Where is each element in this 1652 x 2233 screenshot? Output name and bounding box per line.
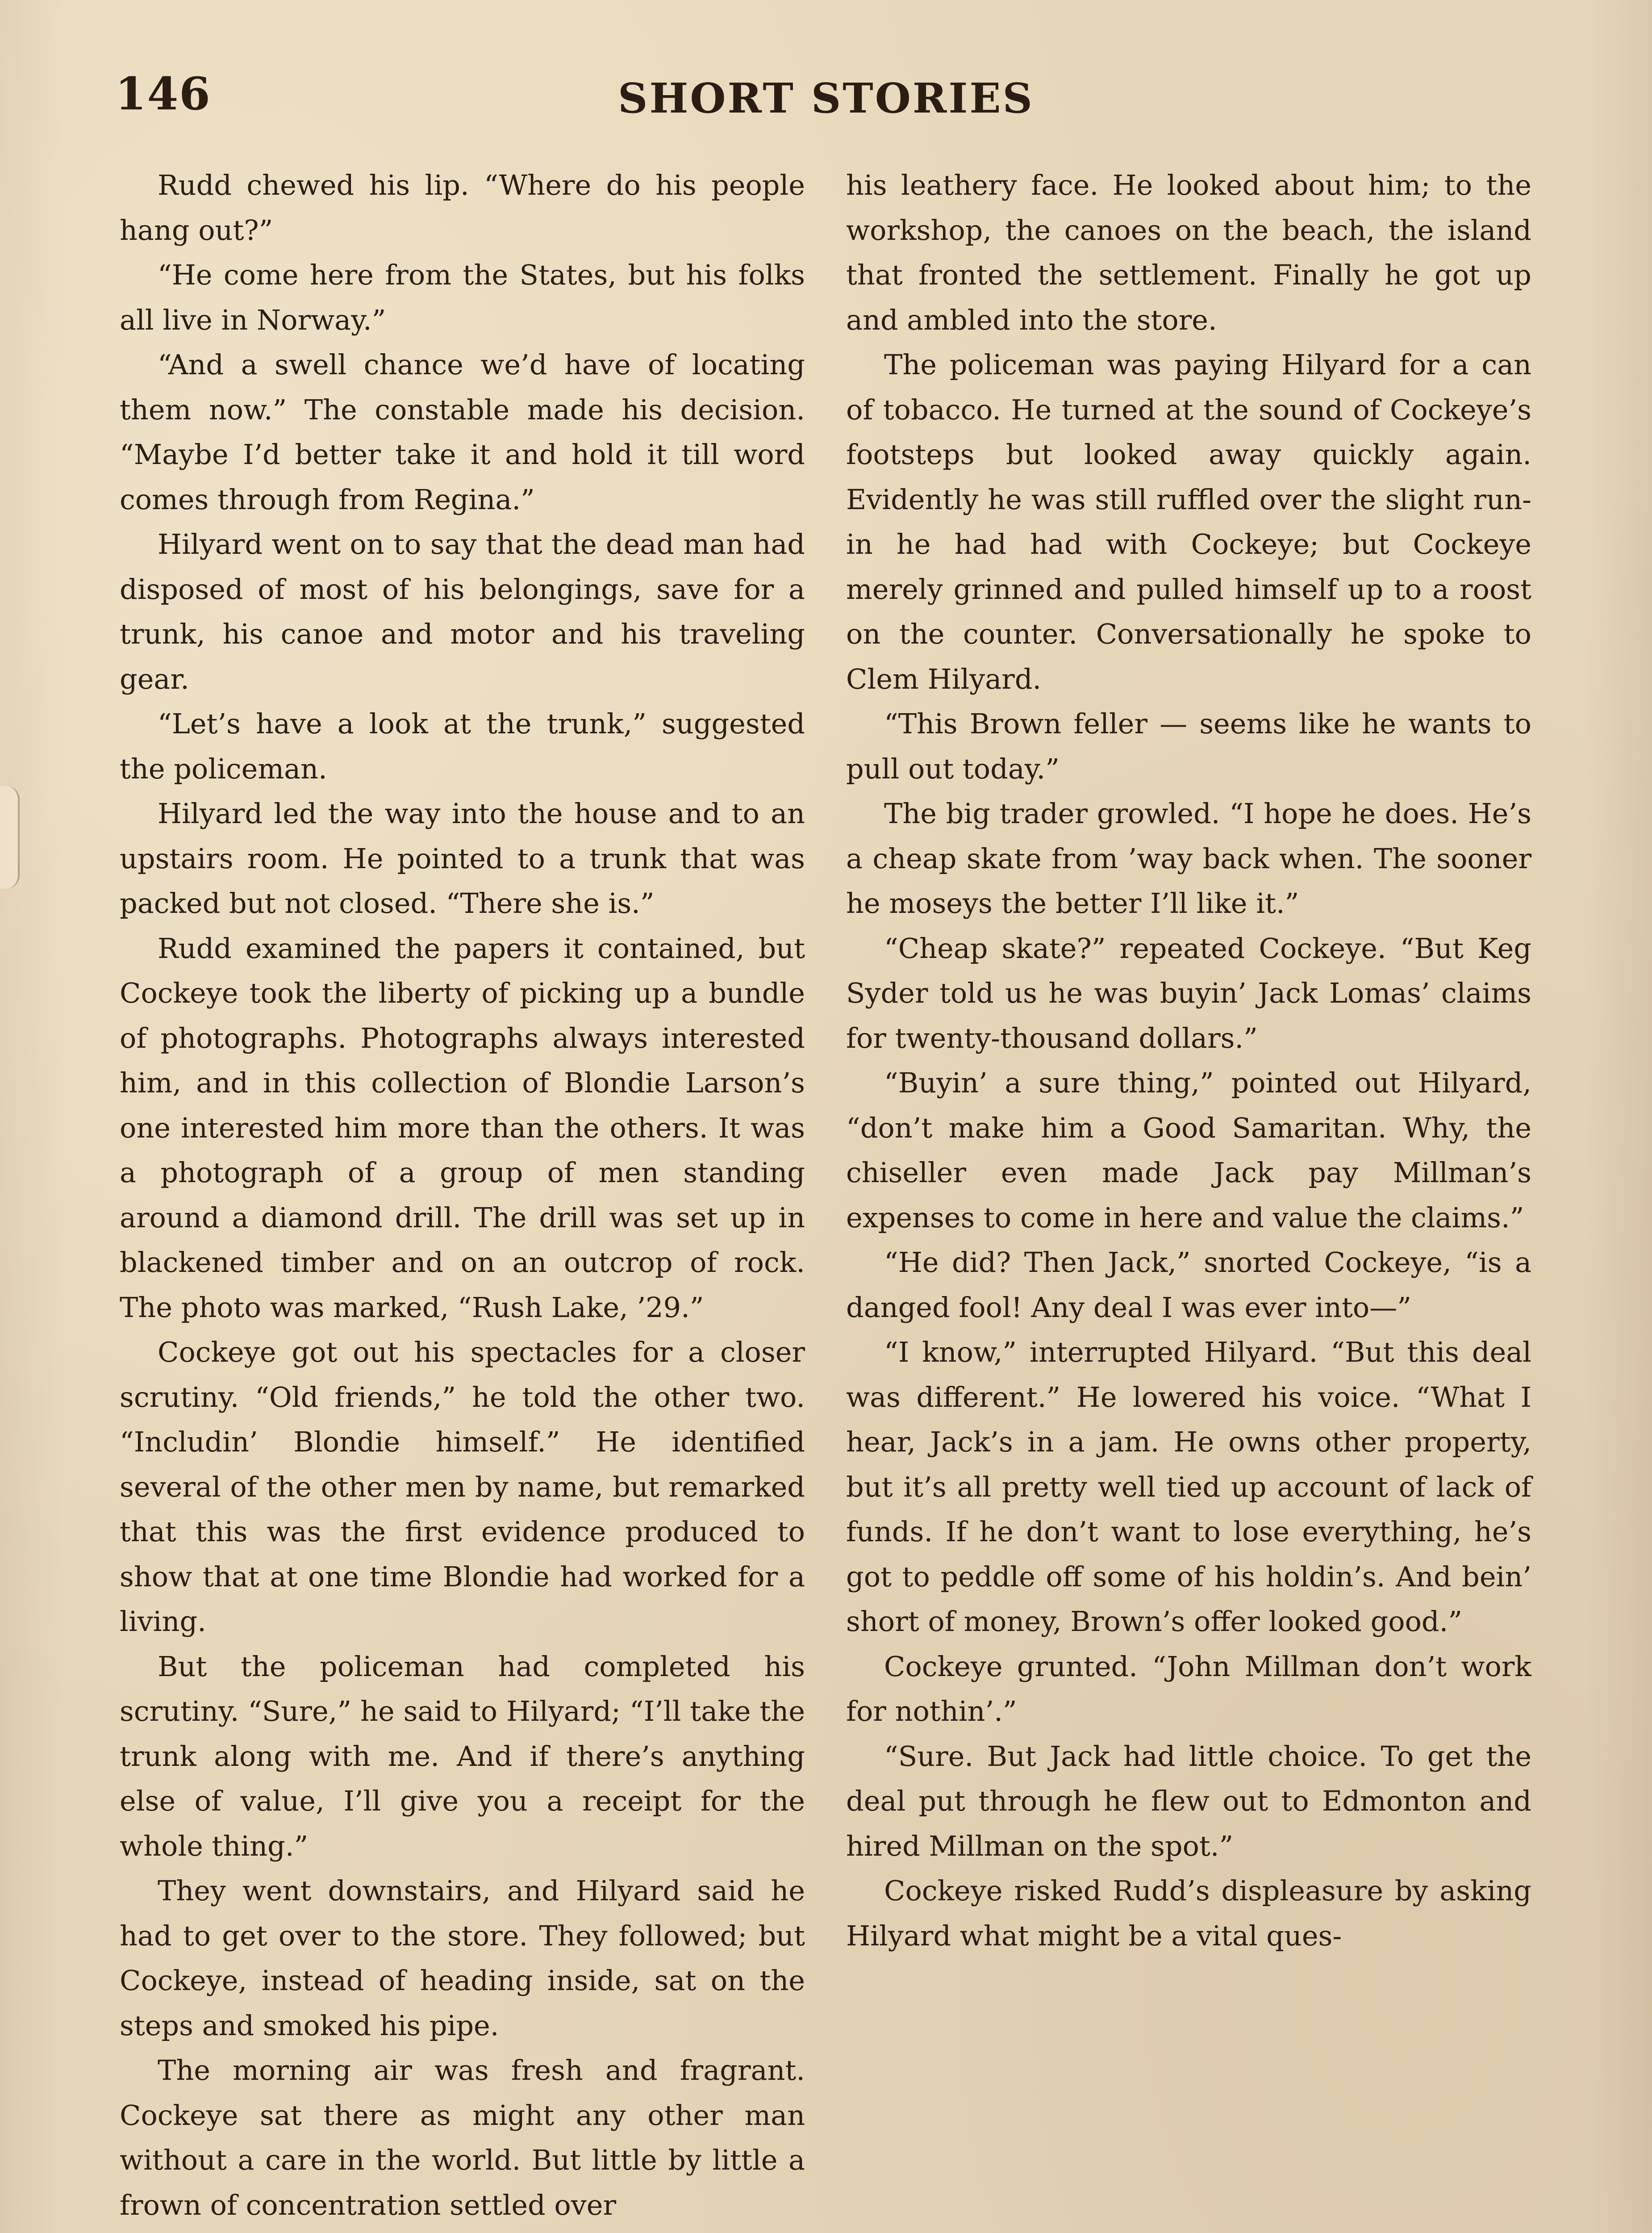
paragraph: Rudd chewed his lip. “Where do his people hang out?”: [120, 169, 805, 247]
page-edge-tear: [0, 786, 20, 889]
paragraph: “Cheap skate?” repeated Cockeye. “But Keg Syder told us he was buyin’ Jack Lomas’ claims for twenty-thousand dollars.”: [846, 932, 1531, 1054]
paragraph: Cockeye risked Rudd’s displeasure by asking Hilyard what might be a vital ques-: [846, 1874, 1531, 1952]
paragraph: They went downstairs, and Hilyard said he had to get over to the store. They followed; but Cockeye, instead of heading inside, sat on the steps and smoked his pipe.: [120, 1874, 805, 2042]
paragraph: Cockeye got out his spectacles for a closer scrutiny. “Old friends,” he told the other two. “Includin’ Blondie himself.” He identified several of the other men by name, but remarked that this was the first evidence produced to show that at one time Blondie had worked for a living.: [120, 1336, 805, 1638]
paragraph: The big trader growled. “I hope he does. He’s a cheap skate from ’way back when. The sooner he moseys the better I’ll like it.”: [846, 797, 1531, 920]
paragraph: Hilyard led the way into the house and to an upstairs room. He pointed to a trunk that was packed but not closed. “There she is.”: [120, 797, 805, 920]
right-column: [846, 163, 1531, 1958]
paragraph: “This Brown feller — seems like he wants to pull out today.”: [846, 707, 1531, 785]
paragraph: Rudd examined the papers it contained, but Cockeye took the liberty of picking up a bundle of photographs. Photographs always interested him, and in this collection of Blondie Larson’s one interested him more than the others. It was a photograph of a group of men standing around a diamond drill. The drill was set up in blackened timber and on an outcrop of rock. The photo was marked, “Rush Lake, ’29.”: [120, 932, 805, 1324]
paragraph: The policeman was paying Hilyard for a can of tobacco. He turned at the sound of Cockeye’s footsteps but looked away quickly again. Evidently he was still ruffled over the slight run-in he had had with Cockeye; but Cockeye merely grinned and pulled himself up to a roost on the counter. Conversationally he spoke to Clem Hilyard.: [846, 348, 1531, 695]
paragraph: his leathery face. He looked about him; to the workshop, the canoes on the beach, the island that fronted the settlement. Finally he got up and ambled into the store.: [846, 169, 1531, 336]
magazine-title: SHORT STORIES: [618, 74, 1034, 122]
paragraph: “He come here from the States, but his folks all live in Norway.”: [120, 259, 805, 336]
paragraph: “I know,” interrupted Hilyard. “But this deal was different.” He lowered his voice. “What I hear, Jack’s in a jam. He owns other property, but it’s all pretty well tied up account of lack of funds. If he don’t want to lose everything, he’s got to peddle off some of his holdin’s. And bein’ short of money, Brown’s offer looked good.”: [846, 1336, 1531, 1638]
paragraph: “And a swell chance we’d have of locating them now.” The constable made his decision. “Maybe I’d better take it and hold it till word comes through from Regina.”: [120, 348, 805, 516]
paragraph: “Let’s have a look at the trunk,” suggested the policeman.: [120, 707, 805, 785]
left-column: [120, 163, 805, 2228]
paragraph: “Sure. But Jack had little choice. To get the deal put through he flew out to Edmonton and hired Millman on the spot.”: [846, 1740, 1531, 1862]
page-number: 146: [115, 67, 211, 120]
page-header: [0, 67, 1652, 134]
paragraph: The morning air was fresh and fragrant. Cockeye sat there as might any other man without a care in the world. But little by little a frown of concentration settled over: [120, 2054, 805, 2221]
paragraph: “He did? Then Jack,” snorted Cockeye, “is a danged fool! Any deal I was ever into—”: [846, 1246, 1531, 1324]
paragraph: “Buyin’ a sure thing,” pointed out Hilyard, “don’t make him a Good Samaritan. Why, the chiseller even made Jack pay Millman’s expenses to come in here and value the claims.”: [846, 1066, 1531, 1234]
paragraph: Cockeye grunted. “John Millman don’t work for nothin’.”: [846, 1650, 1531, 1727]
paragraph: But the policeman had completed his scrutiny. “Sure,” he said to Hilyard; “I’ll take the trunk along with me. And if there’s anything else of value, I’ll give you a receipt for the whole thing.”: [120, 1650, 805, 1862]
paragraph: Hilyard went on to say that the dead man had disposed of most of his belongings, save for a trunk, his canoe and motor and his traveling gear.: [120, 528, 805, 695]
